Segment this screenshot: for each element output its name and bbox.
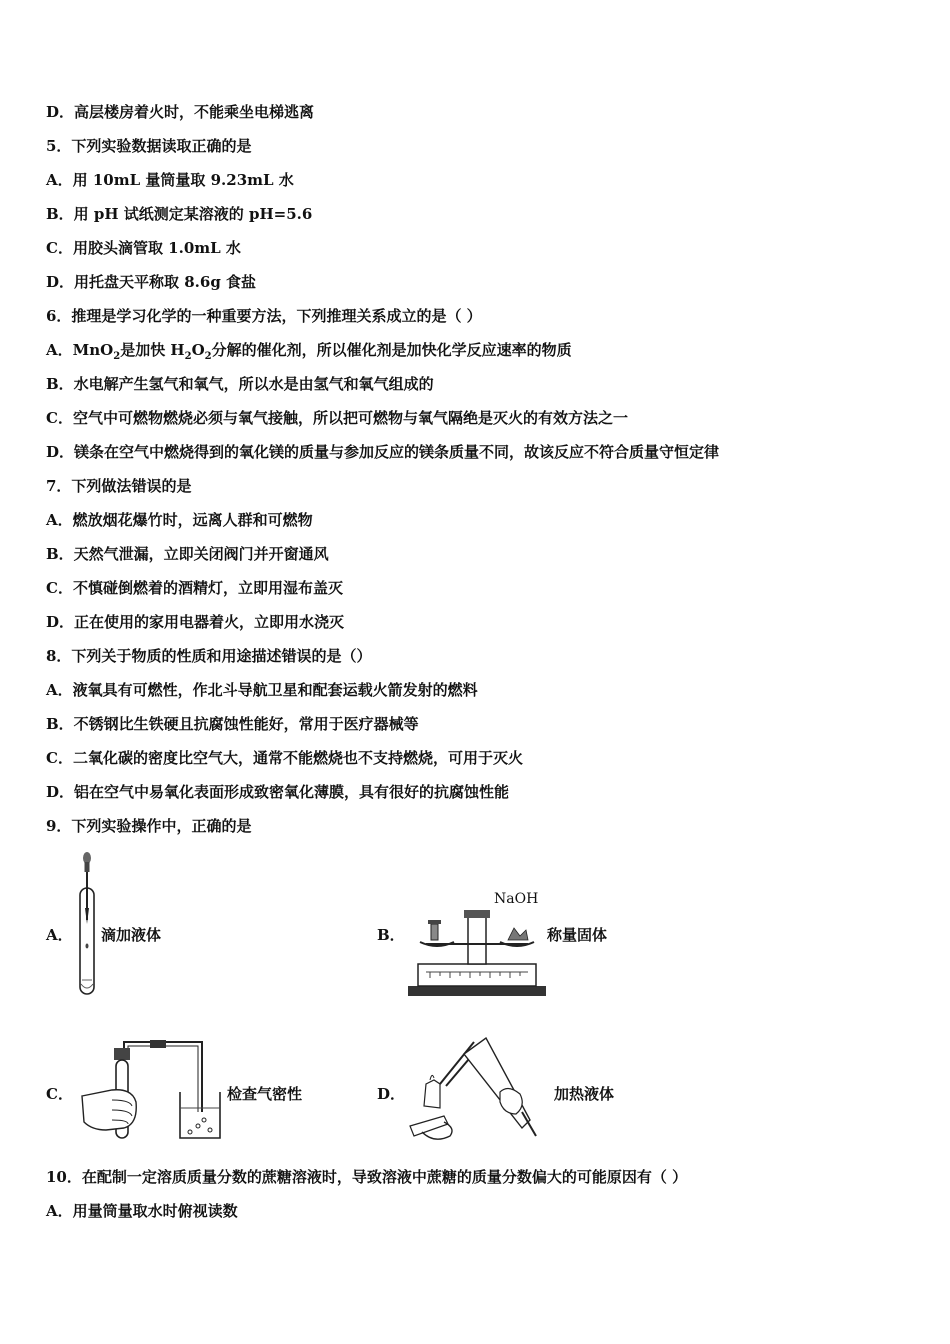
subscript: 2 [204, 351, 212, 362]
question-8-option-d: D．铝在空气中易氧化表面形成致密氧化薄膜，具有很好的抗腐蚀性能 [46, 783, 510, 801]
dropper-test-tube-illustration [70, 848, 100, 1000]
figure-c-caption: 检查气密性 [227, 1085, 303, 1103]
question-7-option-a: A．燃放烟花爆竹时，远离人群和可燃物 [46, 511, 313, 529]
question-6-option-c: C．空气中可燃物燃烧必须与氧气接触，所以把可燃物与氧气隔绝是灭火的有效方法之一 [46, 409, 628, 427]
figure-b-letter: B． [377, 926, 405, 944]
question-7-option-d: D．正在使用的家用电器着火，立即用水浇灭 [46, 613, 345, 631]
question-10-stem: 10．在配制一定溶质质量分数的蔗糖溶液时，导致溶液中蔗糖的质量分数偏大的可能原因有（ ） [46, 1168, 688, 1186]
question-5-option-b: B．用 pH 试纸测定某溶液的 pH=5.6 [46, 205, 313, 223]
question-6-option-a [46, 340, 572, 360]
question-8-option-a: A．液氧具有可燃性，作北斗导航卫星和配套运载火箭发射的燃料 [46, 681, 478, 699]
question-6-option-b: B．水电解产生氢气和氧气，所以水是由氢气和氧气组成的 [46, 375, 434, 393]
question-6-option-d: D．镁条在空气中燃烧得到的氧化镁的质量与参加反应的镁条质量不同，故该反应不符合质量守恒定律 [46, 443, 720, 461]
heating-liquid-illustration [404, 1032, 554, 1144]
question-10-option-a: A．用量筒量取水时俯视读数 [46, 1202, 238, 1220]
figure-a-caption: 滴加液体 [101, 926, 162, 944]
subscript: 2 [113, 351, 121, 362]
text-part: 是加快 H [120, 341, 185, 359]
text-part: 分解的催化剂，所以催化剂是加快化学反应速率的物质 [211, 341, 572, 359]
naoh-label: NaOH [494, 891, 539, 907]
question-6-stem: 6．推理是学习化学的一种重要方法，下列推理关系成立的是（ ） [46, 307, 482, 325]
balance-scale-illustration [406, 906, 548, 998]
text-part: A．MnO [46, 341, 114, 359]
question-7-stem: 7．下列做法错误的是 [46, 477, 192, 495]
question-9-stem: 9．下列实验操作中，正确的是 [46, 817, 252, 835]
question-8-option-b: B．不锈钢比生铁硬且抗腐蚀性能好，常用于医疗器械等 [46, 715, 419, 733]
question-7-option-c: C．不慎碰倒燃着的酒精灯，立即用湿布盖灭 [46, 579, 343, 597]
subscript: 2 [184, 351, 192, 362]
question-5-stem: 5．下列实验数据读取正确的是 [46, 137, 252, 155]
airtightness-check-illustration [72, 1034, 228, 1144]
figure-a-letter: A． [46, 926, 73, 944]
question-4-option-d: D．高层楼房着火时，不能乘坐电梯逃离 [46, 103, 315, 121]
question-5-option-d: D．用托盘天平称取 8.6g 食盐 [46, 273, 257, 291]
question-8-option-c: C．二氧化碳的密度比空气大，通常不能燃烧也不支持燃烧，可用于灭火 [46, 749, 523, 767]
question-5-option-a: A．用 10mL 量筒量取 9.23mL 水 [46, 171, 294, 189]
text-part: O [191, 341, 205, 359]
figure-d-caption: 加热液体 [554, 1085, 615, 1103]
question-8-stem: 8．下列关于物质的性质和用途描述错误的是（） [46, 647, 372, 665]
figure-c-letter: C． [46, 1085, 73, 1103]
question-5-option-c: C．用胶头滴管取 1.0mL 水 [46, 239, 241, 257]
figure-b-caption: 称量固体 [547, 926, 608, 944]
figure-d-letter: D． [377, 1085, 406, 1103]
question-7-option-b: B．天然气泄漏，立即关闭阀门并开窗通风 [46, 545, 329, 563]
